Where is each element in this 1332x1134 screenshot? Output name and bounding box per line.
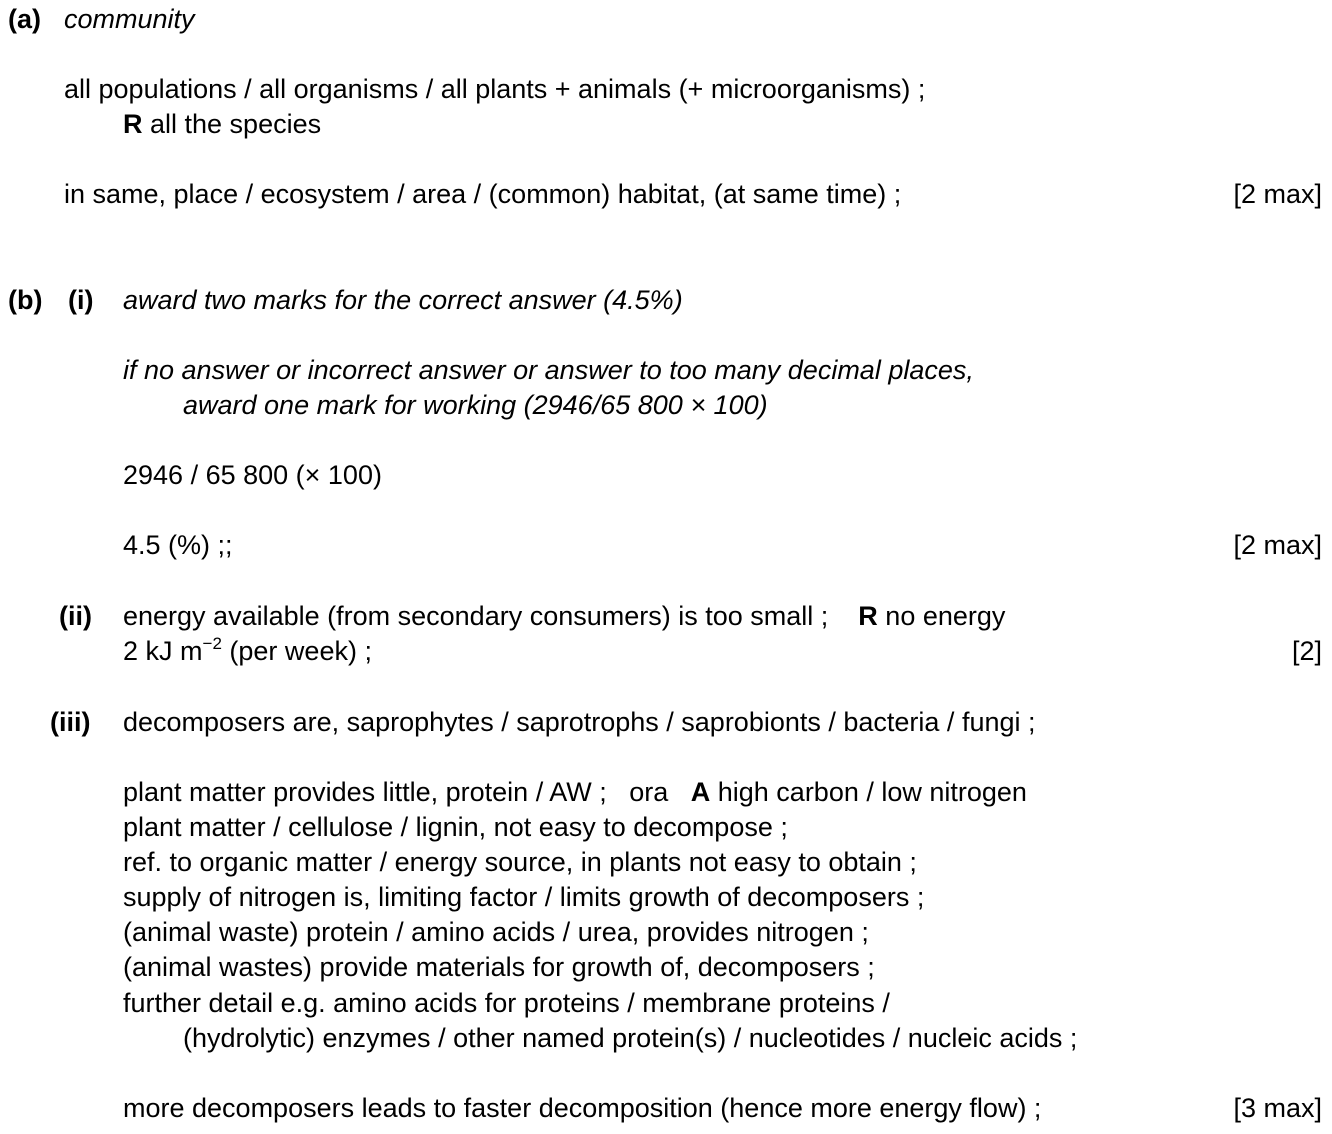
part-b-i-working: 2946 / 65 800 (× 100)	[123, 460, 382, 490]
part-a-line3: in same, place / ecosystem / area / (common) habitat, (at same time) ;	[64, 179, 902, 209]
part-b-label: (b)	[8, 285, 43, 315]
part-b-i-note2a: if no answer or incorrect answer or answer to too many decimal places,	[123, 355, 974, 385]
part-b-iii-point6: (animal wastes) provide materials for growth of, decomposers ;	[123, 952, 875, 982]
part-b-ii-line2	[123, 634, 372, 666]
part-b-iii-line1: decomposers are, saprophytes / saprotrophs / saprobionts / bacteria / fungi ;	[123, 707, 1036, 737]
part-a-label: (a)	[8, 4, 41, 34]
part-b-iii-point4: supply of nitrogen is, limiting factor / limits growth of decomposers ;	[123, 882, 925, 912]
part-b-i-note2b: award one mark for working (2946/65 800 × 100)	[183, 390, 768, 420]
part-b-iii-point8: (hydrolytic) enzymes / other named protein(s) / nucleotides / nucleic acids ;	[183, 1023, 1078, 1053]
part-b-ii-label: (ii)	[59, 601, 92, 631]
part-b-iii-point3: ref. to organic matter / energy source, in plants not easy to obtain ;	[123, 847, 917, 877]
part-b-iii-label: (iii)	[50, 707, 91, 737]
accept-text: high carbon / low nitrogen	[710, 777, 1027, 807]
part-b-iii-last: more decomposers leads to faster decomposition (hence more energy flow) ;	[123, 1093, 1042, 1123]
reject-marker: R	[858, 601, 878, 631]
unit-exponent: −2	[202, 634, 222, 653]
part-a-line1: all populations / all organisms / all plants + animals (+ microorganisms) ;	[64, 74, 926, 104]
part-b-ii-marks: [2]	[1291, 636, 1322, 666]
unit-suffix: (per week) ;	[221, 636, 372, 666]
part-b-i-label: (i)	[68, 285, 94, 315]
part-b-i-note1: award two marks for the correct answer (4.5%)	[123, 285, 683, 315]
part-a-reject-line	[123, 111, 321, 138]
part-a-marks: [2 max]	[1233, 179, 1322, 209]
part-b-ii-line1	[123, 603, 1005, 630]
part-b-iii-marks: [3 max]	[1233, 1093, 1322, 1123]
unit-text: 2 kJ m	[123, 636, 203, 666]
part-b-ii-line1-text: energy available (from secondary consumers) is too small ;	[123, 601, 829, 631]
point1-text: plant matter provides little, protein / AW ; ora	[123, 777, 691, 807]
part-a-term: community	[64, 4, 195, 34]
part-b-iii-point2: plant matter / cellulose / lignin, not easy to decompose ;	[123, 812, 788, 842]
part-b-iii-point7: further detail e.g. amino acids for proteins / membrane proteins /	[123, 988, 890, 1018]
part-b-iii-point5: (animal waste) protein / amino acids / urea, provides nitrogen ;	[123, 917, 869, 947]
reject-marker: R	[123, 109, 143, 139]
part-b-i-marks: [2 max]	[1233, 530, 1322, 560]
reject-text: no energy	[877, 601, 1006, 631]
reject-text: all the species	[142, 109, 322, 139]
part-b-i-answer: 4.5 (%) ;;	[123, 530, 233, 560]
accept-marker: A	[690, 777, 711, 807]
part-b-iii-point1	[123, 779, 1027, 806]
